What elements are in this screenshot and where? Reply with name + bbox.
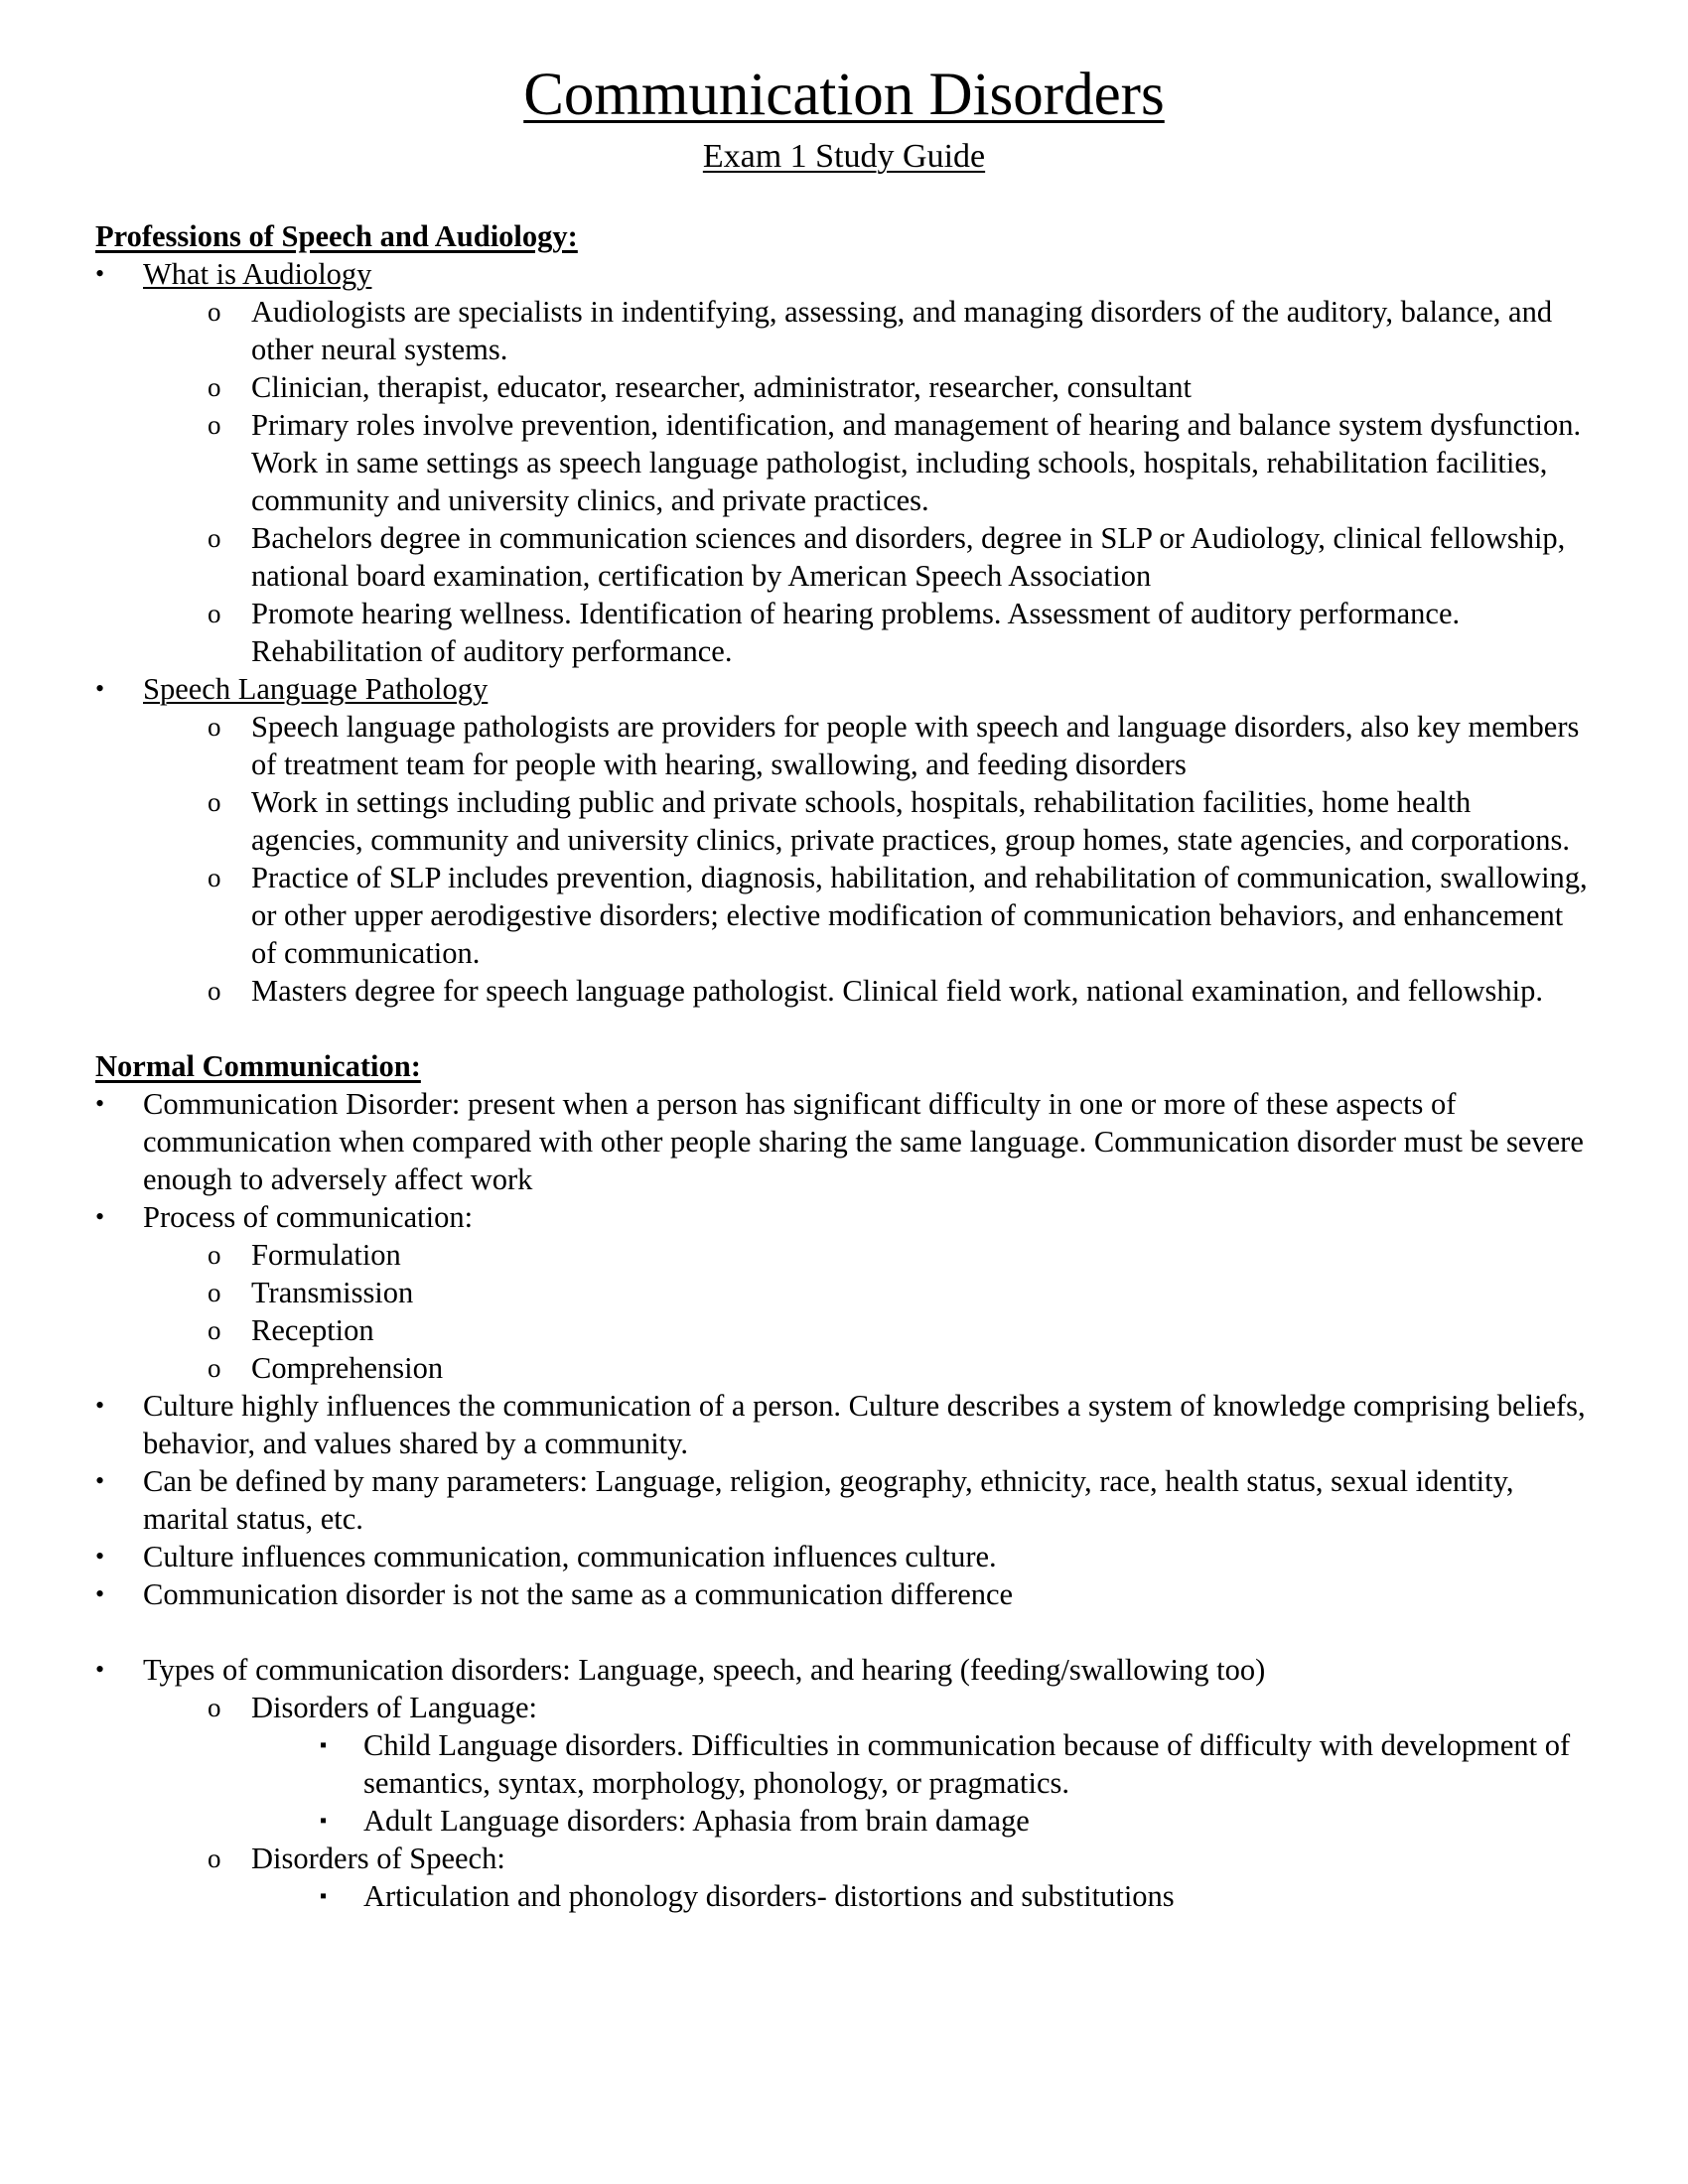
section-heading-text: Professions of Speech and Audiology: xyxy=(95,218,578,253)
bullet-dot-icon xyxy=(95,1387,143,1425)
bullet-circle-icon xyxy=(208,293,251,331)
bullet-dot-icon xyxy=(95,1651,143,1689)
outline-item-level-2 xyxy=(208,519,1589,595)
outline-item-level-2 xyxy=(208,293,1589,368)
outline-item-level-2 xyxy=(208,406,1589,519)
outline-item-level-2 xyxy=(208,1840,1589,1877)
bullet-circle-icon xyxy=(208,595,251,632)
list-spacer xyxy=(95,1613,1589,1651)
outline-item-level-2 xyxy=(208,972,1589,1010)
outline-item-level-2 xyxy=(208,1349,1589,1387)
bullet-circle-icon xyxy=(208,406,251,444)
bullet-circle-icon xyxy=(208,1311,251,1349)
bullet-circle-icon xyxy=(208,783,251,821)
bullet-circle-icon xyxy=(208,1274,251,1311)
outline-item-level-1 xyxy=(95,255,1589,293)
outline-item-text: Comprehension xyxy=(251,1350,444,1385)
outline-item-text: Types of communication disorders: Language, speech, and hearing (feeding/swallowing too) xyxy=(143,1652,1266,1687)
outline-item-text: Clinician, therapist, educator, researcher, administrator, researcher, consultant xyxy=(251,369,1192,404)
page-subtitle-text: Exam 1 Study Guide xyxy=(702,138,986,176)
outline-item-level-1 xyxy=(95,1538,1589,1575)
bullet-circle-icon xyxy=(208,519,251,557)
outline-item-level-1 xyxy=(95,1462,1589,1538)
bullet-dot-icon xyxy=(95,1575,143,1613)
outline-item-text: Work in settings including public and private schools, hospitals, rehabilitation facilities, home health agencies, community and university clinics, private practices, group homes, state agencies, and corporations. xyxy=(251,784,1571,857)
outline-item-text: Audiologists are specialists in indentifying, assessing, and managing disorders of the auditory, balance, and other neural systems. xyxy=(251,294,1553,366)
outline-item-text: Speech language pathologists are providers for people with speech and language disorders, also key members of treatment team for people with hearing, swallowing, and feeding disorders xyxy=(251,709,1580,781)
bullet-circle-icon xyxy=(208,1349,251,1387)
page-title xyxy=(0,64,1688,127)
bullet-dot-icon xyxy=(95,255,143,293)
outline-item-level-2 xyxy=(208,783,1589,859)
section-spacer xyxy=(95,1010,1589,1047)
outline-item-text: Articulation and phonology disorders- distortions and substitutions xyxy=(363,1878,1175,1913)
outline-item-level-2 xyxy=(208,368,1589,406)
bullet-circle-icon xyxy=(208,1840,251,1877)
outline-item-level-1 xyxy=(95,670,1589,708)
outline-item-text: Bachelors degree in communication sciences and disorders, degree in SLP or Audiology, clinical fellowship, national board examination, certification by American Speech Association xyxy=(251,520,1566,593)
outline-item-level-3 xyxy=(320,1726,1589,1802)
bullet-circle-icon xyxy=(208,708,251,746)
outline-item-text: Can be defined by many parameters: Language, religion, geography, ethnicity, race, health status, sexual identity, marital status, etc. xyxy=(143,1463,1514,1536)
outline-item-text: Transmission xyxy=(251,1275,414,1309)
outline-item-text: Process of communication: xyxy=(143,1199,474,1234)
outline-item-text: Formulation xyxy=(251,1237,401,1272)
outline-item-label: What is Audiology xyxy=(143,256,372,291)
outline-item-level-2 xyxy=(208,1311,1589,1349)
outline-item-label: Speech Language Pathology xyxy=(143,671,489,706)
outline-item-level-1 xyxy=(95,1651,1589,1689)
outline-item-text: Child Language disorders. Difficulties in communication because of difficulty with development of semantics, syntax, morphology, phonology, or pragmatics. xyxy=(363,1727,1571,1800)
bullet-dot-icon xyxy=(95,1462,143,1500)
bullet-dot-icon xyxy=(95,1198,143,1236)
outline-item-text: Primary roles involve prevention, identification, and management of hearing and balance system dysfunction. Work in same settings as speech language pathologist, including schools, hospitals, rehabilitation facilities, community and university clinics, and private practices. xyxy=(251,407,1582,517)
outline-item-text: Communication Disorder: present when a person has significant difficulty in one or more of these aspects of communication when compared with other people sharing the same language. Communication disorder must be severe enough to adversely affect work xyxy=(143,1086,1584,1196)
section-heading xyxy=(95,217,1589,255)
bullet-dot-icon xyxy=(95,1538,143,1575)
outline-item-text xyxy=(143,255,1589,293)
bullet-square-icon xyxy=(320,1726,363,1764)
section-heading-text: Normal Communication: xyxy=(95,1048,421,1083)
bullet-square-icon xyxy=(320,1802,363,1840)
outline-item-level-2 xyxy=(208,1274,1589,1311)
outline-item-level-2 xyxy=(208,859,1589,972)
bullet-circle-icon xyxy=(208,1689,251,1726)
outline-item-text: Promote hearing wellness. Identification of hearing problems. Assessment of auditory performance. Rehabilitation of auditory performance. xyxy=(251,596,1461,668)
outline-item-text: Disorders of Speech: xyxy=(251,1841,505,1875)
outline-item-text: Communication disorder is not the same as a communication difference xyxy=(143,1576,1014,1611)
bullet-square-icon xyxy=(320,1877,363,1915)
outline-item-text xyxy=(143,670,1589,708)
outline-item-text: Adult Language disorders: Aphasia from brain damage xyxy=(363,1803,1030,1838)
outline-item-text: Practice of SLP includes prevention, diagnosis, habilitation, and rehabilitation of communication, swallowing, or other upper aerodigestive disorders; elective modification of communication behaviors, and enhancement of communication. xyxy=(251,860,1588,970)
bullet-circle-icon xyxy=(208,972,251,1010)
outline-item-text: Disorders of Language: xyxy=(251,1690,537,1724)
outline-item-level-2 xyxy=(208,1236,1589,1274)
outline-item-level-1 xyxy=(95,1575,1589,1613)
outline-item-text: Culture highly influences the communication of a person. Culture describes a system of knowledge comprising beliefs, behavior, and values shared by a community. xyxy=(143,1388,1586,1460)
bullet-dot-icon xyxy=(95,1085,143,1123)
bullet-circle-icon xyxy=(208,1236,251,1274)
outline-item-level-1 xyxy=(95,1085,1589,1198)
outline-item-level-1 xyxy=(95,1198,1589,1236)
document-body xyxy=(0,178,1688,1915)
bullet-dot-icon xyxy=(95,670,143,708)
page-title-text: Communication Disorders xyxy=(523,62,1165,128)
outline-item-level-3 xyxy=(320,1877,1589,1915)
outline-item-level-2 xyxy=(208,708,1589,783)
outline-item-level-3 xyxy=(320,1802,1589,1840)
outline-item-text: Reception xyxy=(251,1312,374,1347)
outline-item-text: Masters degree for speech language pathologist. Clinical field work, national examination, and fellowship. xyxy=(251,973,1543,1008)
title-block xyxy=(0,0,1688,178)
page-subtitle xyxy=(0,137,1688,178)
outline-item-level-2 xyxy=(208,1689,1589,1726)
section-heading xyxy=(95,1047,1589,1085)
bullet-circle-icon xyxy=(208,859,251,896)
outline-item-text: Culture influences communication, communication influences culture. xyxy=(143,1539,997,1573)
outline-item-level-1 xyxy=(95,1387,1589,1462)
bullet-circle-icon xyxy=(208,368,251,406)
outline-item-level-2 xyxy=(208,595,1589,670)
